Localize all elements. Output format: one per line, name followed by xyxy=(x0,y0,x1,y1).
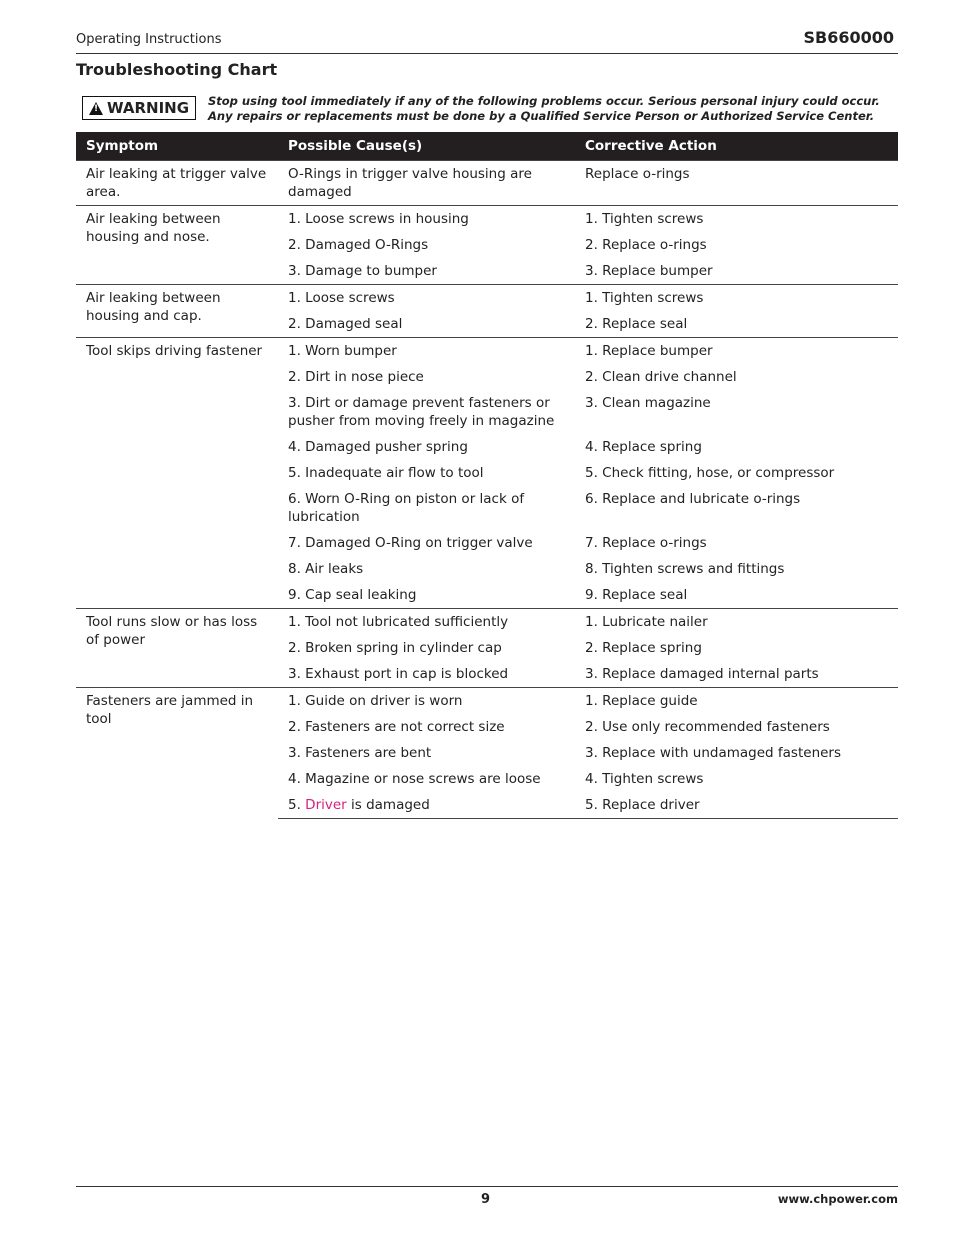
cause-cell: 1. Loose screws in housing xyxy=(278,206,575,233)
header-cause: Possible Cause(s) xyxy=(278,132,575,161)
cause-cell: 3. Fasteners are bent xyxy=(288,745,432,761)
table-row xyxy=(76,285,898,312)
cause-cell: 5. Inadequate air flow to tool xyxy=(288,465,484,481)
cause-cell: 1. Guide on driver is worn xyxy=(278,688,575,715)
cause-cell: 7. Damaged O-Ring on trigger valve xyxy=(288,535,533,551)
action-cell: 3. Replace with undamaged fasteners xyxy=(585,745,842,761)
action-cell: 7. Replace o-rings xyxy=(585,535,707,551)
action-cell: 5. Replace driver xyxy=(575,792,898,819)
page-number: 9 xyxy=(481,1192,491,1207)
action-cell: 3. Clean magazine xyxy=(585,395,711,411)
cause-cell: 2. Damaged O-Rings xyxy=(288,237,429,253)
cause-cell: 1. Loose screws xyxy=(278,285,575,312)
symptom-cell: Tool runs slow or has loss of power xyxy=(76,609,278,688)
footer-url: www.chpower.com xyxy=(777,1192,898,1206)
cause-cell: 2. Broken spring in cylinder cap xyxy=(288,640,502,656)
symptom-cell: Air leaking at trigger valve area. xyxy=(76,161,278,206)
action-cell: 3. Replace damaged internal parts xyxy=(585,666,819,682)
cause-prefix: 5. xyxy=(288,797,306,813)
action-cell: 3. Replace bumper xyxy=(585,263,713,279)
table-row xyxy=(76,161,898,206)
symptom-cell: Tool skips driving fastener xyxy=(76,338,278,609)
cause-cell: 1. Tool not lubricated sufficiently xyxy=(278,609,575,636)
cause-cell: 4. Damaged pusher spring xyxy=(288,439,468,455)
warning-badge xyxy=(82,96,196,120)
action-cell: 1. Lubricate nailer xyxy=(575,609,898,636)
table-row xyxy=(76,206,898,233)
action-cell: 8. Tighten screws and fittings xyxy=(585,561,785,577)
warning-text: Stop using tool immediately if any of the following problems occur. Serious personal injury could occur. Any repairs or replacements must be done by a Qualified Service Person or Authorized Service Center. xyxy=(208,94,880,123)
cause-cell: 3. Exhaust port in cap is blocked xyxy=(288,666,509,682)
cause-cell: 3. Damage to bumper xyxy=(288,263,437,279)
symptom-cell: Air leaking between housing and cap. xyxy=(76,285,278,338)
action-cell: 1. Replace bumper xyxy=(575,338,898,365)
table-row xyxy=(76,609,898,636)
table-header-row xyxy=(76,132,898,161)
action-cell: 6. Replace and lubricate o-rings xyxy=(585,491,801,507)
action-cell: 1. Replace guide xyxy=(575,688,898,715)
action-cell: 2. Clean drive channel xyxy=(585,369,737,385)
cause-cell: 2. Fasteners are not correct size xyxy=(288,719,505,735)
symptom-cell: Fasteners are jammed in tool xyxy=(76,688,278,819)
table-row xyxy=(76,338,898,365)
action-cell: 2. Replace seal xyxy=(585,316,688,332)
action-cell: 2. Use only recommended fasteners xyxy=(585,719,830,735)
header-doc-type: Operating Instructions xyxy=(76,32,222,47)
action-cell: 4. Replace spring xyxy=(585,439,702,455)
driver-link[interactable]: Driver xyxy=(305,797,347,813)
cause-cell: 4. Magazine or nose screws are loose xyxy=(288,771,541,787)
header-symptom: Symptom xyxy=(76,132,278,161)
cause-cell: 9. Cap seal leaking xyxy=(288,587,417,603)
cause-cell: 2. Damaged seal xyxy=(288,316,403,332)
action-cell: 1. Tighten screws xyxy=(575,285,898,312)
action-cell: 1. Tighten screws xyxy=(575,206,898,233)
header-action: Corrective Action xyxy=(575,132,898,161)
cause-cell: 6. Worn O-Ring on piston or lack of lubrication xyxy=(288,491,525,525)
header-model-number: SB660000 xyxy=(803,28,894,47)
cause-suffix: is damaged xyxy=(346,797,430,813)
action-cell: 5. Check fitting, hose, or compressor xyxy=(585,465,835,481)
cause-cell: 3. Dirt or damage prevent fasteners or pusher from moving freely in magazine xyxy=(288,395,555,429)
cause-cell: O-Rings in trigger valve housing are damaged xyxy=(278,161,575,206)
table-row xyxy=(76,688,898,715)
warning-label: WARNING xyxy=(106,99,190,117)
cause-cell: 1. Worn bumper xyxy=(278,338,575,365)
action-cell: Replace o-rings xyxy=(575,161,898,206)
warning-triangle-icon: ! xyxy=(89,102,103,115)
cause-cell xyxy=(278,792,575,819)
action-cell: 2. Replace spring xyxy=(585,640,702,656)
troubleshooting-table xyxy=(76,132,898,819)
action-cell: 9. Replace seal xyxy=(585,587,688,603)
symptom-cell: Air leaking between housing and nose. xyxy=(76,206,278,285)
action-cell: 2. Replace o-rings xyxy=(585,237,707,253)
page-header xyxy=(76,28,898,54)
section-title: Troubleshooting Chart xyxy=(76,60,278,79)
page-footer xyxy=(76,1186,898,1207)
cause-cell: 8. Air leaks xyxy=(288,561,364,577)
action-cell: 4. Tighten screws xyxy=(585,771,704,787)
cause-cell: 2. Dirt in nose piece xyxy=(288,369,424,385)
